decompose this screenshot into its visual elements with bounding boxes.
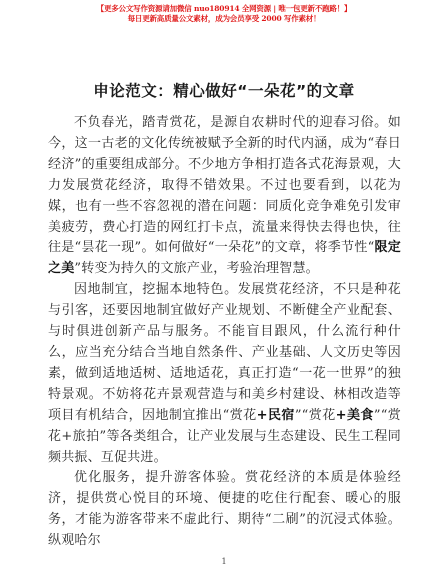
paragraph-1 xyxy=(48,113,401,280)
text-run: ”“赏花 xyxy=(294,407,336,423)
banner-line-1: 【更多公文写作资源请加微信 nuo180914 全网资源 | 唯一包更新不跑路！】 xyxy=(96,4,352,13)
banner-line-2: 每日更新高质量公文素材，成为会员享受 2000 写作素材！ xyxy=(127,14,321,23)
bold-run: +民宿 xyxy=(256,407,295,423)
text-run: 不负春光，踏青赏花，是源自农耕时代的迎春习俗。如今，这一古老的文化传统被赋予全新的时代内涵，成为“春日经济”的重要组成部分。不少地方争相打造各式花海景观，大力发展赏花经济，取得不错效果。不过也要看到，以花为媒，也有一些不容忽视的潜在问题：同质化竞争难免引发审美疲劳，费心打造的网红打卡点，流量来得快去得也快，往往是“昙花一现”。如何做好“一朵花”的文章，将季节性“ xyxy=(48,115,401,256)
text-run: 优化服务，提升游客体验。赏花经济的本质是体验经济，提供赏心悦目的环境、便捷的吃住行配套、暖心的服务，才能为游客带来不虚此行、期待“二刷”的沉浸式体验。纵观哈尔 xyxy=(48,470,401,549)
paragraph-2 xyxy=(48,280,401,468)
page-number: 1 xyxy=(221,557,227,566)
text-run: ”转变为持久的文旅产业，考验治理智慧。 xyxy=(74,261,319,277)
text-run: 因地制宜，挖掘本地特色。发展赏花经济，不只是种花与引客，还要因地制宜做好产业规划、不断健全产业配套、与时俱进创新产品与服务。不能盲目跟风，什么流行种什么，应当充分结合当地自然条件、产业基础、人文历史等因素，做到适地适树、适地适花，真正打造“一花一世界”的独特景观。不妨将花卉景观营造与和美乡村建设、林相改造等项目有机结合，因地制宜推出“赏花 xyxy=(48,282,401,423)
document-title: 申论范文：精心做好“一朵花”的文章 xyxy=(93,82,355,100)
paragraph-3 xyxy=(48,468,401,552)
text-run: ”“赏花+旅拍”等各类组合，让产业发展与生态建设、民生工程同频共振、互促共进。 xyxy=(48,407,401,465)
header-banner xyxy=(0,4,448,24)
bold-run: 限定之美 xyxy=(48,240,401,277)
bold-run: +美食 xyxy=(335,407,374,423)
document-body xyxy=(48,113,401,552)
